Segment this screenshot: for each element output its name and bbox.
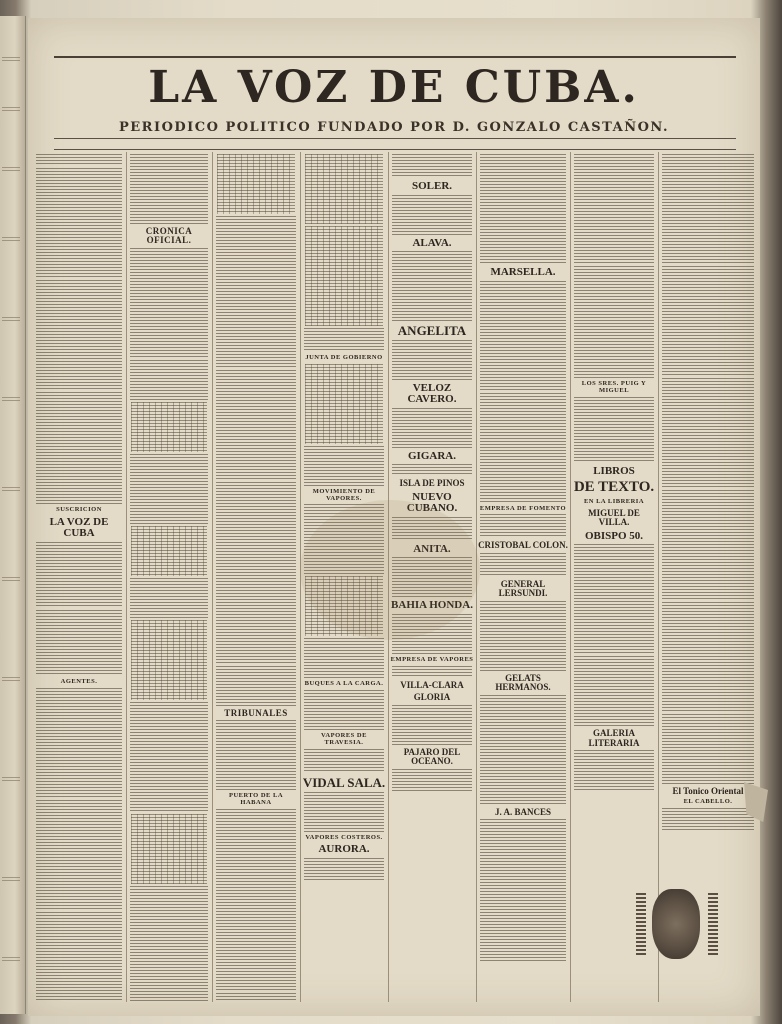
- bahia-honda-heading: BAHIA HONDA.: [391, 599, 473, 612]
- tonic-bottle-illustration: [652, 889, 700, 959]
- ad-side-text-left: [636, 893, 646, 957]
- newspaper-title: LA VOZ DE CUBA.: [148, 62, 640, 113]
- gigara-heading: GIGARA.: [408, 449, 456, 462]
- bances-heading: J. A. BANCES: [494, 806, 551, 817]
- vapores-costeros-heading: VAPORES COSTEROS.: [305, 833, 383, 841]
- column-1: [34, 152, 124, 1002]
- puig-miguel-heading: LOS SRES. PUIG Y MIGUEL: [581, 380, 647, 394]
- alava-heading: ALAVA.: [412, 236, 452, 249]
- gelats-heading: GELATS HERMANOS.: [495, 672, 551, 693]
- ad-side-text-right: [708, 893, 718, 957]
- subscription-heading: SUSCRICION: [56, 506, 102, 513]
- de-texto-heading: DE TEXTO.: [573, 479, 655, 496]
- libros-heading: LIBROS: [593, 464, 635, 477]
- cabello-heading: EL CABELLO.: [683, 798, 733, 806]
- column-2: [128, 152, 210, 1002]
- libreria-heading: EN LA LIBRERIA: [583, 497, 645, 505]
- vapores-travesia-heading: VAPORES DE TRAVESIA.: [321, 732, 367, 747]
- dateline-strip: [54, 138, 736, 150]
- tribunales-heading: TRIBUNALES: [224, 708, 288, 718]
- column-7: [572, 152, 656, 1002]
- nuevo-cubano-heading: NUEVO CUBANO.: [406, 490, 458, 515]
- empresa-vapores-heading: EMPRESA DE VAPORES: [390, 656, 474, 663]
- soler-heading: SOLER.: [411, 180, 453, 192]
- previous-page-edge: [0, 16, 26, 1014]
- cronica-oficial-heading: CRONICA OFICIAL.: [145, 226, 193, 246]
- aurora-heading: AURORA.: [318, 843, 370, 856]
- vidal-sala-heading: VIDAL SALA.: [302, 774, 386, 790]
- paper-stain: [300, 500, 480, 640]
- newspaper-subtitle: PERIODICO POLITICO FUNDADO POR D. GONZALO CASTAÑON.: [119, 120, 669, 135]
- agents-heading: AGENTES.: [60, 677, 98, 685]
- angelita-heading: ANGELITA: [397, 323, 467, 339]
- villa-clara-heading: VILLA-CLARA: [400, 679, 464, 690]
- veloz-cavero-heading: VELOZ CAVERO.: [407, 381, 457, 406]
- buques-heading: BUQUES A LA CARGA.: [304, 680, 384, 688]
- marsella-heading: MARSELLA.: [490, 266, 556, 278]
- anita-heading: ANITA.: [413, 542, 451, 555]
- movimiento-vapores-heading: MOVIMIENTO DE VAPORES.: [312, 487, 376, 502]
- cristobal-colon-heading: CRISTOBAL COLON.: [478, 540, 568, 551]
- column-8: [660, 152, 756, 1002]
- miguel-villa-heading: MIGUEL DE VILLA.: [588, 507, 640, 528]
- column-3: [214, 152, 298, 1002]
- column-6: [478, 152, 568, 1002]
- pajaro-oceano-heading: PAJARO DEL OCEANO.: [403, 746, 461, 767]
- junta-heading: JUNTA DE GOBIERNO: [305, 354, 383, 361]
- gloria-heading: GLORIA: [413, 692, 451, 703]
- obispo-heading: OBISPO 50.: [584, 529, 644, 542]
- isla-pinos-heading: ISLA DE PINOS: [399, 478, 465, 489]
- galeria-literaria-heading: GALERIA LITERARIA: [588, 728, 640, 748]
- puerto-heading: PUERTO DE LA HABANA: [228, 792, 284, 807]
- empresa-fomento-heading: EMPRESA DE FOMENTO: [479, 504, 567, 512]
- tonico-oriental-heading: El Tonico Oriental: [672, 786, 744, 796]
- masthead-top-rule: [54, 56, 736, 58]
- la-voz-heading: LA VOZ DE CUBA: [49, 515, 109, 540]
- general-lersundi-heading: GENERAL LERSUNDI.: [498, 578, 548, 599]
